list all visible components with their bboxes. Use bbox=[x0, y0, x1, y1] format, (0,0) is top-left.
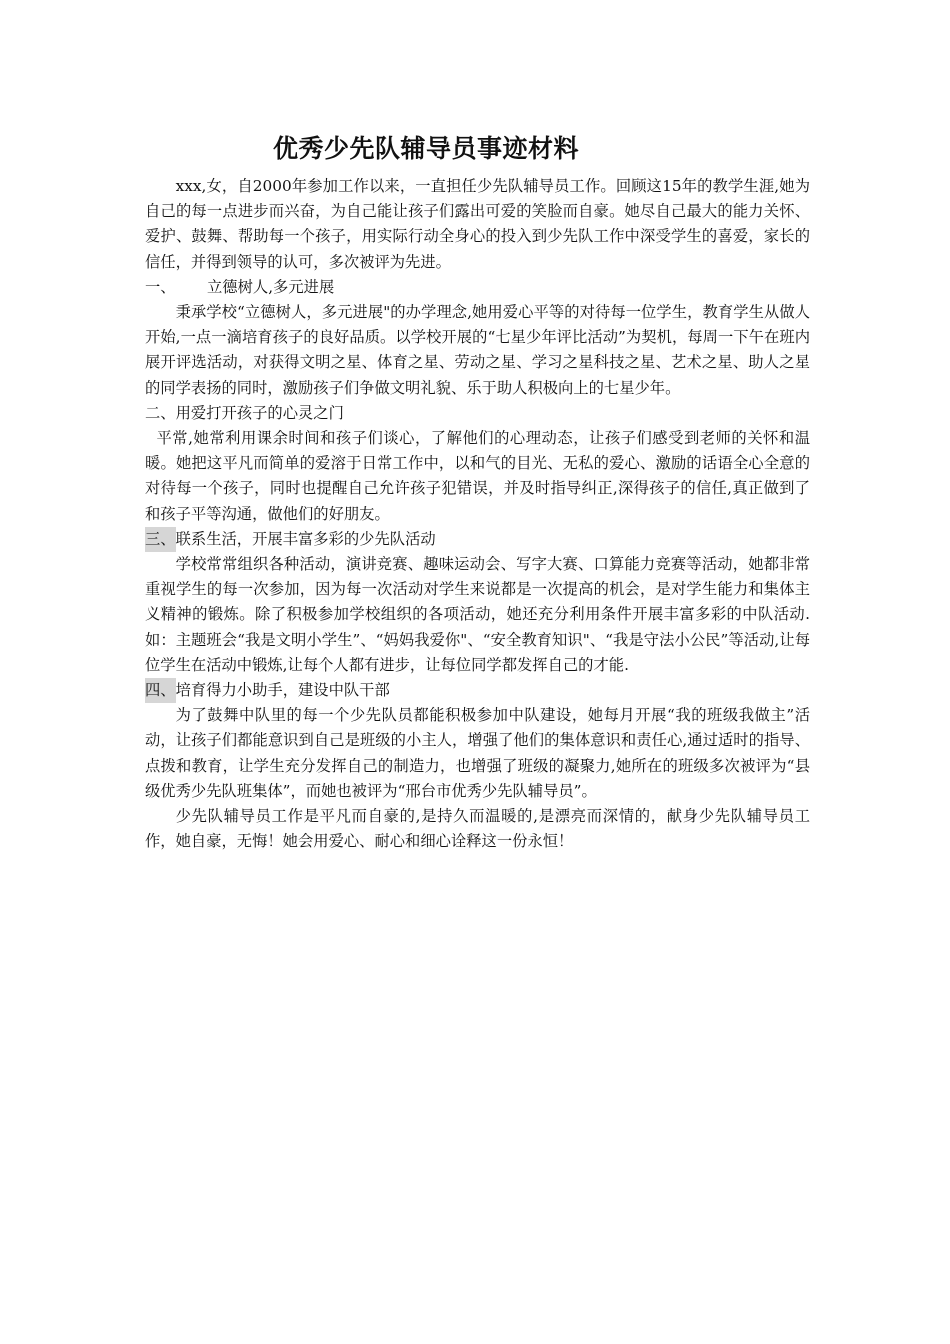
closing-paragraph: 少先队辅导员工作是平凡而自豪的,是持久而温暖的,是漂亮而深情的，献身少先队辅导员工作，她自豪，无悔！她会用爱心、耐心和细心诠释这一份永恒！ bbox=[145, 807, 810, 851]
section-title-3: 联系生活，开展丰富多彩的少先队活动 bbox=[175, 529, 436, 548]
document-title: 优秀少先队辅导员事迹材料 bbox=[273, 134, 580, 163]
section-heading-4 bbox=[145, 678, 810, 703]
section-body-4: 为了鼓舞中队里的每一个少先队员都能积极参加中队建设，她每月开展“我的班级我做主”活动，让孩子们都能意识到自己是班级的小主人，增强了他们的集体意识和责任心,通过适时的指导、点拨和教育，让学生充分发挥自己的制造力，也增强了班级的凝聚力,她所在的班级多次被评为“县级优秀少先队班集体”，而她也被评为“邢台市优秀少先队辅导员”。 bbox=[145, 706, 810, 800]
section-heading-3 bbox=[145, 527, 810, 552]
document-page bbox=[145, 128, 810, 854]
section-heading-2 bbox=[145, 401, 810, 426]
section-number-4: 四、 bbox=[145, 678, 176, 703]
section-title-1: 立德树人,多元进展 bbox=[207, 277, 335, 296]
section-title-4: 培育得力小助手，建设中队干部 bbox=[175, 681, 390, 700]
section-number-3: 三、 bbox=[145, 527, 176, 552]
intro-paragraph: xxx,女，自2000年参加工作以来，一直担任少先队辅导员工作。回顾这15年的教学生涯,她为自己的每一点进步而兴奋，为自己能让孩子们露出可爱的笑脸而自豪。她尽自己最大的能力关怀、爱护、鼓舞、帮助每一个孩子，用实际行动全身心的投入到少先队工作中深受学生的喜爱，家长的信任，并得到领导的认可，多次被评为先进。 bbox=[145, 177, 810, 271]
section-number-2: 二、 bbox=[145, 403, 176, 422]
section-body-2: 平常,她常利用课余时间和孩子们谈心，了解他们的心理动态，让孩子们感受到老师的关怀和温暖。她把这平凡而简单的爱溶于日常工作中，以和气的目光、无私的爱心、激励的话语全心全意的对待每一个孩子，同时也提醒自己允许孩子犯错误，并及时指导纠正,深得孩子的信任,真正做到了和孩子平等沟通，做他们的好朋友。 bbox=[145, 429, 810, 523]
section-heading-1 bbox=[145, 275, 810, 300]
section-body-3: 学校常常组织各种活动，演讲竞赛、趣味运动会、写字大赛、口算能力竞赛等活动，她都非常重视学生的每一次参加，因为每一次活动对学生来说都是一次提高的机会，是对学生能力和集体主义精神的锻炼。除了积极参加学校组织的各项活动，她还充分利用条件开展丰富多彩的中队活动.如：主题班会“我是文明小学生”、“妈妈我爱你"、“安全教育知识"、“我是守法小公民”等活动,让每位学生在活动中锻炼,让每个人都有进步，让每位同学都发挥自己的才能. bbox=[145, 555, 810, 674]
section-body-1: 秉承学校“立德树人，多元进展"的办学理念,她用爱心平等的对待每一位学生，教育学生从做人开始,一点一滴培育孩子的良好品质。以学校开展的“七星少年评比活动”为契机，每周一下午在班内展开评选活动，对获得文明之星、体育之星、劳动之星、学习之星科技之星、艺术之星、助人之星的同学表扬的同时，激励孩子们争做文明礼貌、乐于助人积极向上的七星少年。 bbox=[145, 303, 810, 397]
section-title-2: 用爱打开孩子的心灵之门 bbox=[175, 403, 344, 422]
section-number-1: 一、 bbox=[145, 277, 176, 296]
